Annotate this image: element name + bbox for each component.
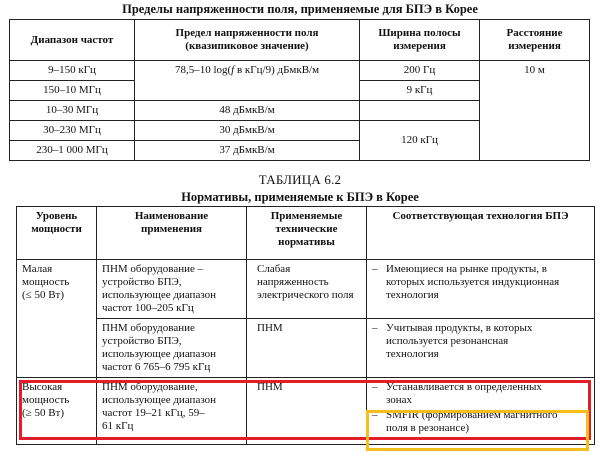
cell-bandwidth-empty (360, 101, 480, 121)
cell-range: 10–30 МГц (10, 101, 135, 121)
dash-mark: – (372, 263, 378, 275)
dash-mark: – (372, 381, 378, 393)
header-power-level: Уровень мощности (17, 207, 97, 260)
header-field-strength-limit: Предел напряженности поля (квазипиковое значение) (135, 20, 360, 61)
cell-range: 30–230 МГц (10, 121, 135, 141)
dash-mark: – (372, 409, 378, 421)
technology-item (372, 322, 589, 361)
cell-application: ПНМ оборудование устройство БПЭ, использующее диапазон частот 6 765–6 795 кГц (97, 319, 247, 378)
cell-range: 9–150 кГц (10, 61, 135, 81)
header-measurement-bandwidth: Ширина полосы измерения (360, 20, 480, 61)
cell-application: ПНМ оборудование, использующее диапазон частот 19–21 кГц, 59– 61 кГц (97, 378, 247, 445)
table2-number: ТАБЛИЦА 6.2 (258, 172, 342, 187)
cell-limit: 30 дБмкВ/м (135, 121, 360, 141)
cell-technology (367, 378, 595, 445)
cell-standard: ПНМ (247, 319, 367, 378)
header-wpt-technology: Соответствующая технология БПЭ (367, 207, 595, 260)
technology-text: Устанавливается в определенных зонах (386, 381, 542, 406)
table-row (17, 260, 595, 319)
cell-limit: 48 дБмкВ/м (135, 101, 360, 121)
dash-mark: – (372, 322, 378, 334)
table-row (10, 61, 590, 81)
table2-header-row (17, 207, 595, 260)
cell-bandwidth: 120 кГц (360, 121, 480, 161)
cell-standard: Слабая напряженность электрического поля (247, 260, 367, 319)
table-row (17, 378, 595, 445)
cell-technology (367, 260, 595, 319)
cell-limit: 37 дБмкВ/м (135, 141, 360, 161)
header-application-name: Наименование применения (97, 207, 247, 260)
formula-variable: f (231, 64, 235, 76)
technology-item (372, 409, 589, 435)
cell-application: ПНМ оборудование – устройство БПЭ, использующее диапазон частот 100–205 кГц (97, 260, 247, 319)
header-measurement-distance: Расстояние измерения (480, 20, 590, 61)
header-frequency-range: Диапазон частот (10, 20, 135, 61)
limit-formula: 78,5–10 log(f в кГц/9) дБмкВ/м (174, 64, 320, 76)
wpt-standards-table (16, 206, 595, 445)
technology-item (372, 263, 589, 302)
technology-text: Учитывая продукты, в которых используется резонансная технология (386, 322, 533, 360)
table1-title: Пределы напряженности поля, применяемые для БПЭ в Корее (122, 2, 478, 16)
cell-power-low: Малая мощность (≤ 50 Вт) (17, 260, 97, 378)
cell-range: 230–1 000 МГц (10, 141, 135, 161)
cell-limit (135, 61, 360, 101)
cell-bandwidth: 200 Гц (360, 61, 480, 81)
table2-title: Нормативы, применяемые к БПЭ в Корее (181, 190, 419, 204)
cell-distance: 10 м (480, 61, 590, 161)
field-strength-limits-table (9, 19, 590, 161)
cell-standard: ПНМ (247, 378, 367, 445)
cell-range: 150–10 МГц (10, 81, 135, 101)
technology-item (372, 381, 589, 407)
technology-text: SMFIR (формированием магнитного поля в резонансе) (386, 409, 558, 434)
technology-text: Имеющиеся на рынке продукты, в которых используется индукционная технология (386, 263, 560, 301)
cell-bandwidth: 9 кГц (360, 81, 480, 101)
cell-technology (367, 319, 595, 378)
table1-header-row (10, 20, 590, 61)
cell-power-high: Высокая мощность (≥ 50 Вт) (17, 378, 97, 445)
table-row (17, 319, 595, 378)
header-technical-standards: Применяемые технические нормативы (247, 207, 367, 260)
